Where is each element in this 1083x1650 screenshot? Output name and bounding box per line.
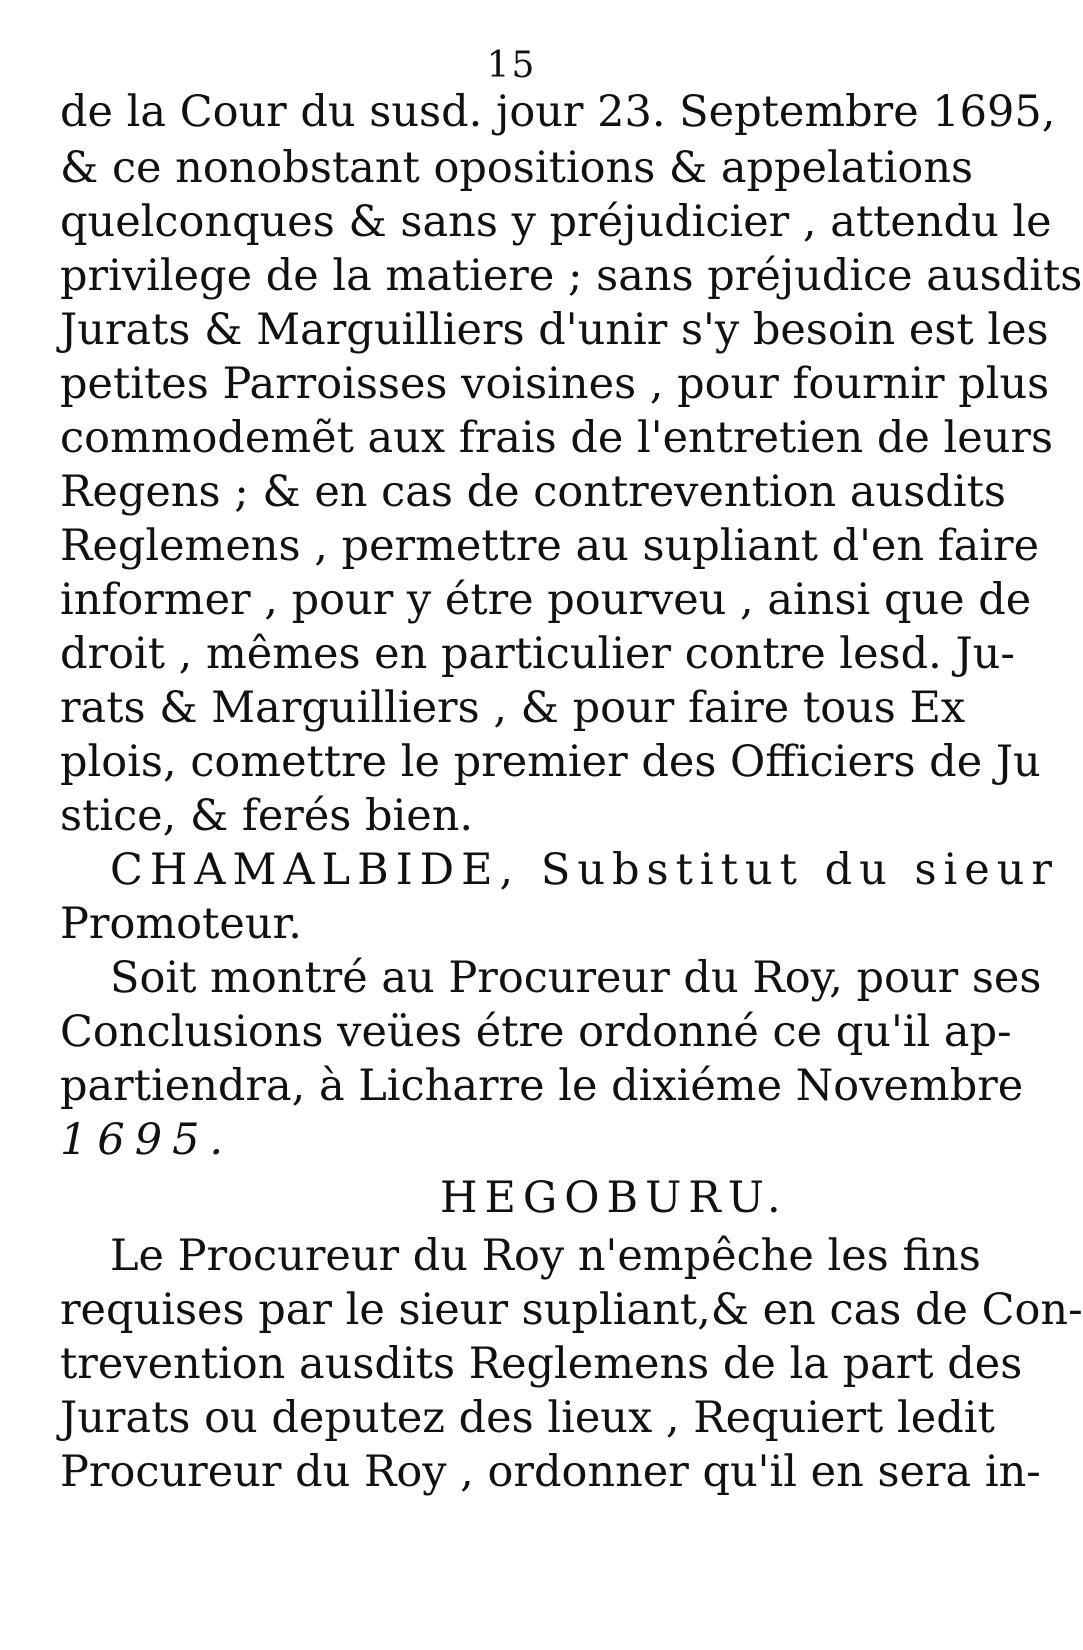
text-line-10: informer , pour y étre pourveu , ainsi que de xyxy=(60,575,1032,625)
text-line-16: Promoteur. xyxy=(60,899,302,949)
signature-line-chamalbide: CHAMALBIDE, Substitut du sieur xyxy=(110,845,1059,895)
text-line-4: privilege de la matiere ; sans préjudice ausdits xyxy=(60,251,1083,301)
text-line-2: & ce nonobstant opositions & appelations xyxy=(60,143,974,193)
signature-line-hegoburu: HEGOBURU. xyxy=(440,1173,788,1223)
text-line-9: Reglemens , permettre au supliant d'en faire xyxy=(60,521,1040,571)
page-number: 15 xyxy=(486,45,537,86)
text-line-14: stice, & ferés bien. xyxy=(60,791,474,841)
text-line-3: quelconques & sans y préjudicier , attendu le xyxy=(60,197,1052,247)
text-line-13: plois, comettre le premier des Officiers de Ju xyxy=(60,737,1041,787)
text-line-1: de la Cour du susd. jour 23. Septembre 1695, xyxy=(60,87,1056,137)
text-line-17: Soit montré au Procureur du Roy, pour ses xyxy=(110,953,1042,1003)
text-line-23: requises par le sieur supliant,& en cas de Con- xyxy=(60,1285,1083,1335)
text-line-18: Conclusions veües étre ordonné ce qu'il ap- xyxy=(60,1007,1012,1057)
text-line-5: Jurats & Marguilliers d'unir s'y besoin est les xyxy=(60,305,1049,355)
text-line-24: trevention ausdits Reglemens de la part des xyxy=(60,1339,1023,1389)
text-line-25: Jurats ou deputez des lieux , Requiert ledit xyxy=(60,1393,995,1443)
text-line-6: petites Parroisses voisines , pour fournir plus xyxy=(60,359,1050,409)
text-line-7: commodemẽt aux frais de l'entretien de leurs xyxy=(60,413,1054,463)
text-line-12: rats & Marguilliers , & pour faire tous Ex xyxy=(60,683,966,733)
text-line-11: droit , mêmes en particulier contre lesd. Ju- xyxy=(60,629,1015,679)
text-line-8: Regens ; & en cas de contrevention ausdits xyxy=(60,467,1006,517)
text-line-19: partiendra, à Licharre le dixiéme Novembre xyxy=(60,1061,1024,1111)
text-line-22: Le Procureur du Roy n'empêche les fins xyxy=(110,1231,981,1281)
text-line-26: Procureur du Roy , ordonner qu'il en sera in- xyxy=(60,1447,1041,1497)
text-line-20-year: 1695. xyxy=(60,1115,234,1165)
